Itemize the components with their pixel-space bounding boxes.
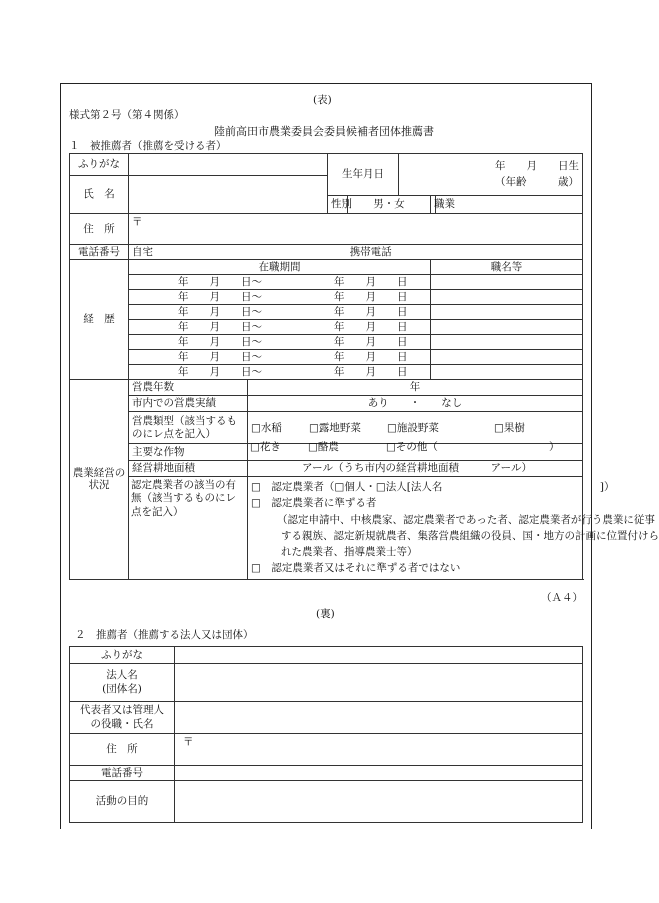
checkbox-rice[interactable]: □水稲 bbox=[251, 421, 282, 434]
cert-option-certified[interactable]: □ 認定農業者（□個人・□法人[法人名 ]） bbox=[251, 481, 615, 493]
career-from: 年 月 日～ bbox=[178, 290, 262, 303]
mobile-label: 携帯電話 bbox=[349, 245, 392, 258]
career-row bbox=[70, 290, 583, 305]
s2-furigana-label: ふりがな bbox=[70, 647, 175, 664]
cert-note-line2: する親族、認定新規就農者、集落営農組織の役員、国・地方の計画に位置付けら bbox=[281, 529, 659, 542]
farm-types-row2 bbox=[250, 439, 560, 454]
front-label: (表) bbox=[313, 94, 332, 106]
career-position-input[interactable] bbox=[431, 275, 583, 290]
phone-label: 電話番号 bbox=[70, 245, 129, 260]
gender-label: 性別 bbox=[328, 196, 348, 214]
home-label: 自宅 bbox=[132, 245, 153, 258]
corp-name-line2: (団体名) bbox=[102, 682, 142, 695]
city-record-value[interactable]: あり ・ なし bbox=[248, 396, 583, 412]
section1-heading: １ 被推薦者（推薦を受ける者） bbox=[69, 140, 227, 152]
career-position-input[interactable] bbox=[431, 365, 583, 380]
career-position-input[interactable] bbox=[431, 335, 583, 350]
cert-option-equivalent[interactable]: □ 認定農業者に準ずる者 bbox=[251, 497, 377, 510]
land-area-label: 経営耕地面積 bbox=[129, 461, 248, 477]
career-to: 年 月 日 bbox=[334, 365, 408, 378]
nominee-table bbox=[69, 153, 659, 580]
checkbox-fruit-trees[interactable]: □果樹 bbox=[494, 421, 525, 434]
furigana-input[interactable] bbox=[129, 154, 328, 176]
s2-phone-input[interactable] bbox=[175, 766, 583, 781]
birthdate-value: 年 月 日生 bbox=[495, 159, 580, 172]
career-to: 年 月 日 bbox=[334, 320, 408, 333]
career-from: 年 月 日～ bbox=[178, 350, 262, 363]
career-from: 年 月 日～ bbox=[178, 275, 262, 288]
s2-address-input[interactable] bbox=[175, 734, 583, 766]
occupation-label: 職業 bbox=[431, 196, 436, 214]
s2-corp-name-label bbox=[70, 664, 175, 702]
farm-type-label: 営農類型（該当するものにレ点を記入） bbox=[129, 412, 248, 444]
s2-purpose-input[interactable] bbox=[175, 781, 583, 823]
other-close-paren: ） bbox=[549, 441, 560, 453]
paper-size: （Ａ４） bbox=[541, 592, 583, 604]
farming-years-unit: 年 bbox=[409, 381, 421, 394]
phone-input[interactable] bbox=[129, 245, 583, 260]
form-number: 様式第２号（第４関係） bbox=[69, 109, 185, 121]
career-row bbox=[70, 350, 583, 365]
cert-option-none[interactable]: □ 認定農業者又はそれに準ずる者ではない bbox=[251, 562, 461, 575]
land-area-field[interactable] bbox=[248, 461, 583, 477]
cert-label: 認定農業者の該当の有無（該当するものにレ点を記入） bbox=[129, 477, 248, 580]
career-row bbox=[70, 335, 583, 350]
s2-postal-mark: 〒 bbox=[183, 736, 194, 748]
career-to: 年 月 日 bbox=[334, 275, 408, 288]
career-row bbox=[70, 275, 583, 290]
career-to: 年 月 日 bbox=[334, 335, 408, 348]
age-value: （年齢 歳） bbox=[495, 175, 580, 188]
career-from: 年 月 日～ bbox=[178, 320, 262, 333]
rep-line1: 代表者又は管理人 bbox=[80, 703, 164, 716]
position-header: 職名等 bbox=[431, 260, 583, 275]
s2-address-label: 住 所 bbox=[70, 734, 175, 766]
address-input[interactable] bbox=[129, 214, 583, 245]
career-row bbox=[70, 365, 583, 380]
s2-representative-input[interactable] bbox=[175, 702, 583, 734]
recommender-table bbox=[69, 646, 583, 823]
cert-options bbox=[248, 477, 659, 580]
farming-years-label: 営農年数 bbox=[129, 380, 248, 396]
postal-mark: 〒 bbox=[132, 216, 143, 228]
farming-years-input[interactable] bbox=[248, 380, 583, 396]
career-position-input[interactable] bbox=[431, 320, 583, 335]
s2-purpose-label: 活動の目的 bbox=[70, 781, 175, 823]
address-label: 住 所 bbox=[70, 214, 129, 245]
career-row bbox=[70, 305, 583, 320]
birthdate-label: 生年月日 bbox=[328, 154, 399, 196]
career-to: 年 月 日 bbox=[334, 290, 408, 303]
career-from: 年 月 日～ bbox=[178, 335, 262, 348]
farming-status-label: 農業経営の状況 bbox=[70, 380, 129, 580]
checkbox-greenhouse-vegetables[interactable]: □施設野菜 bbox=[387, 421, 439, 434]
period-header: 在職期間 bbox=[129, 260, 431, 275]
form-title: 陸前高田市農業委員会委員候補者団体推薦書 bbox=[214, 125, 434, 138]
s2-phone-label: 電話番号 bbox=[70, 766, 175, 781]
city-record-label: 市内での営農実績 bbox=[129, 396, 248, 412]
career-from: 年 月 日～ bbox=[178, 365, 262, 378]
career-row bbox=[70, 320, 583, 335]
gender-value[interactable]: 男・女 bbox=[348, 196, 431, 214]
land-area-value: アール（うち市内の経営耕地面積 アール） bbox=[302, 462, 532, 475]
name-label: 氏 名 bbox=[70, 176, 129, 214]
career-to: 年 月 日 bbox=[334, 305, 408, 318]
checkbox-other[interactable]: □その他（ bbox=[386, 441, 438, 453]
rep-line2: の役職・氏名 bbox=[90, 717, 154, 730]
corp-name-line1: 法人名 bbox=[106, 668, 138, 681]
checkbox-open-field-vegetables[interactable]: □露地野菜 bbox=[309, 421, 361, 434]
s2-furigana-input[interactable] bbox=[175, 647, 583, 664]
career-position-input[interactable] bbox=[431, 305, 583, 320]
cert-note-line3: れた農業者、指導農業士等） bbox=[281, 546, 418, 559]
name-input[interactable] bbox=[129, 176, 328, 214]
career-label: 経 歴 bbox=[70, 260, 129, 380]
s2-corp-name-input[interactable] bbox=[175, 664, 583, 702]
s2-representative-label bbox=[70, 702, 175, 734]
career-position-input[interactable] bbox=[431, 290, 583, 305]
checkbox-flowers[interactable]: □花き bbox=[250, 441, 281, 453]
section2-heading: ２ 推薦者（推薦する法人又は団体） bbox=[75, 629, 254, 641]
back-label: (裏) bbox=[316, 608, 335, 620]
occupation-input[interactable] bbox=[436, 196, 583, 214]
furigana-label: ふりがな bbox=[70, 154, 129, 176]
birthdate-field[interactable] bbox=[399, 154, 583, 196]
career-from: 年 月 日～ bbox=[178, 305, 262, 318]
main-crops-label: 主要な作物 bbox=[129, 444, 248, 461]
career-to: 年 月 日 bbox=[334, 350, 408, 363]
checkbox-dairy[interactable]: □酪農 bbox=[308, 441, 339, 453]
cert-note-line1: （認定申請中、中核農家、認定農業者であった者、認定農業者が行う農業に従事 bbox=[277, 513, 655, 526]
career-position-input[interactable] bbox=[431, 350, 583, 365]
